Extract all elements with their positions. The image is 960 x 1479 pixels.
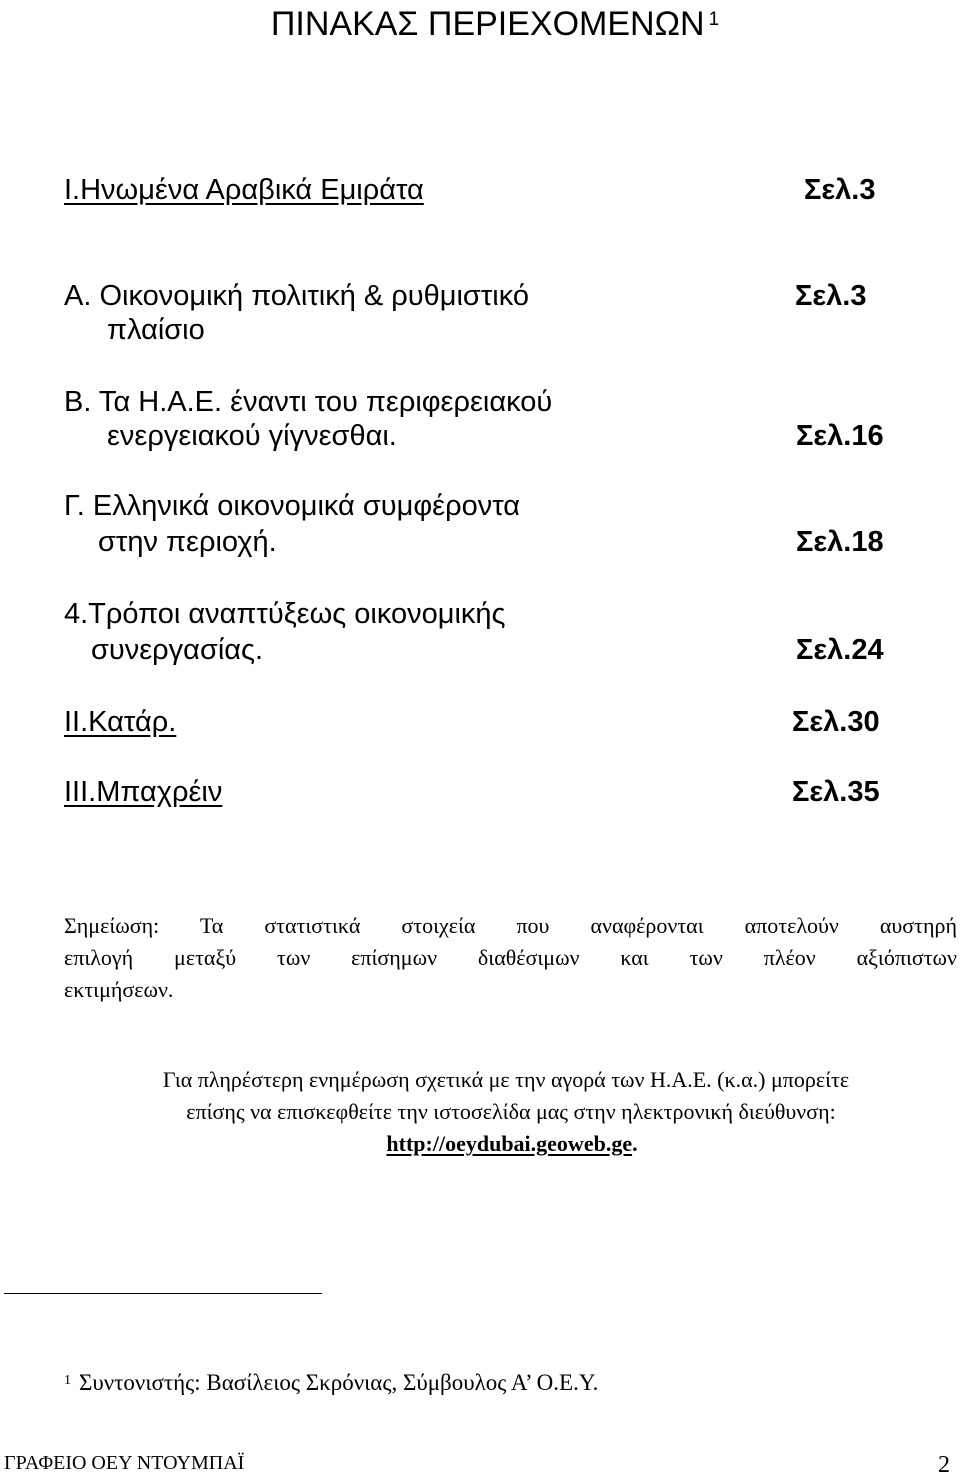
toc-entry-c-line1: Γ. Ελληνικά οικονομικά συμφέροντα xyxy=(64,490,521,522)
toc-page-uae: Σελ.3 xyxy=(804,174,876,206)
note-line-1: Σημείωση: Τα στατιστικά στοιχεία που αναφέρονται αποτελούν αυστηρή xyxy=(64,913,957,938)
footer-office: ΓΡΑΦΕΙΟ ΟΕΥ ΝΤΟΥΜΠΑΪ xyxy=(4,1452,245,1474)
toc-entry-a-line2: πλαίσιο xyxy=(107,314,205,346)
title-text: ΠΙΝΑΚΑΣ ΠΕΡΙΕΧΟΜΕΝΩΝ xyxy=(270,5,705,43)
toc-entry-a-line1: Α. Οικονομική πολιτική & ρυθμιστικό xyxy=(64,280,530,312)
title-footnote-ref: 1 xyxy=(708,9,720,30)
toc-page-d: Σελ.24 xyxy=(796,634,884,666)
footnote xyxy=(64,1368,598,1398)
toc-entry-b-line2: ενεργειακού γίγνεσθαι. xyxy=(107,420,397,452)
info-link-line xyxy=(0,1128,960,1159)
note-line-3: εκτιμήσεων. xyxy=(64,977,174,1002)
toc-entry-bahrain: ΙΙΙ.Μπαχρέιν xyxy=(64,776,223,808)
toc-entry-d-line1: 4.Τρόποι αναπτύξεως οικονομικής xyxy=(64,598,506,630)
footnote-text: Συντονιστής: Βασίλειος Σκρόνιας, Σύμβουλος Α’ Ο.Ε.Υ. xyxy=(79,1370,599,1395)
toc-entry-uae: Ι.Ηνωμένα Αραβικά Εμιράτα xyxy=(64,174,424,206)
footer-page-number: 2 xyxy=(938,1452,950,1478)
footnote-separator xyxy=(4,1293,322,1294)
toc-entry-c-line2: στην περιοχή. xyxy=(98,526,277,558)
toc-page-b: Σελ.16 xyxy=(796,420,884,452)
toc-entry-qatar: ΙΙ.Κατάρ. xyxy=(64,706,177,738)
footnote-marker: 1 xyxy=(64,1373,71,1388)
page-title xyxy=(0,4,960,44)
toc-page-qatar: Σελ.30 xyxy=(792,706,880,738)
info-line-1: Για πληρέστερη ενημέρωση σχετικά με την αγορά των Η.Α.Ε. (κ.α.) μπορείτε xyxy=(162,1067,850,1092)
info-line-2: επίσης να επισκεφθείτε την ιστοσελίδα μας στην ηλεκτρονική διεύθυνση: xyxy=(186,1099,836,1124)
toc-entry-d-line2: συνεργασίας. xyxy=(91,634,264,666)
toc-entry-b-line1: Β. Τα Η.Α.Ε. έναντι του περιφερειακού xyxy=(64,386,553,418)
info-link-suffix: . xyxy=(632,1131,638,1156)
toc-page-bahrain: Σελ.35 xyxy=(792,776,880,808)
toc-page-c: Σελ.18 xyxy=(796,526,884,558)
website-link[interactable]: http://oeydubai.geoweb.ge xyxy=(386,1131,633,1156)
note-line-2: επιλογή μεταξύ των επίσημων διαθέσιμων και των πλέον αξιόπιστων xyxy=(64,945,957,970)
toc-page-a: Σελ.3 xyxy=(795,280,867,312)
